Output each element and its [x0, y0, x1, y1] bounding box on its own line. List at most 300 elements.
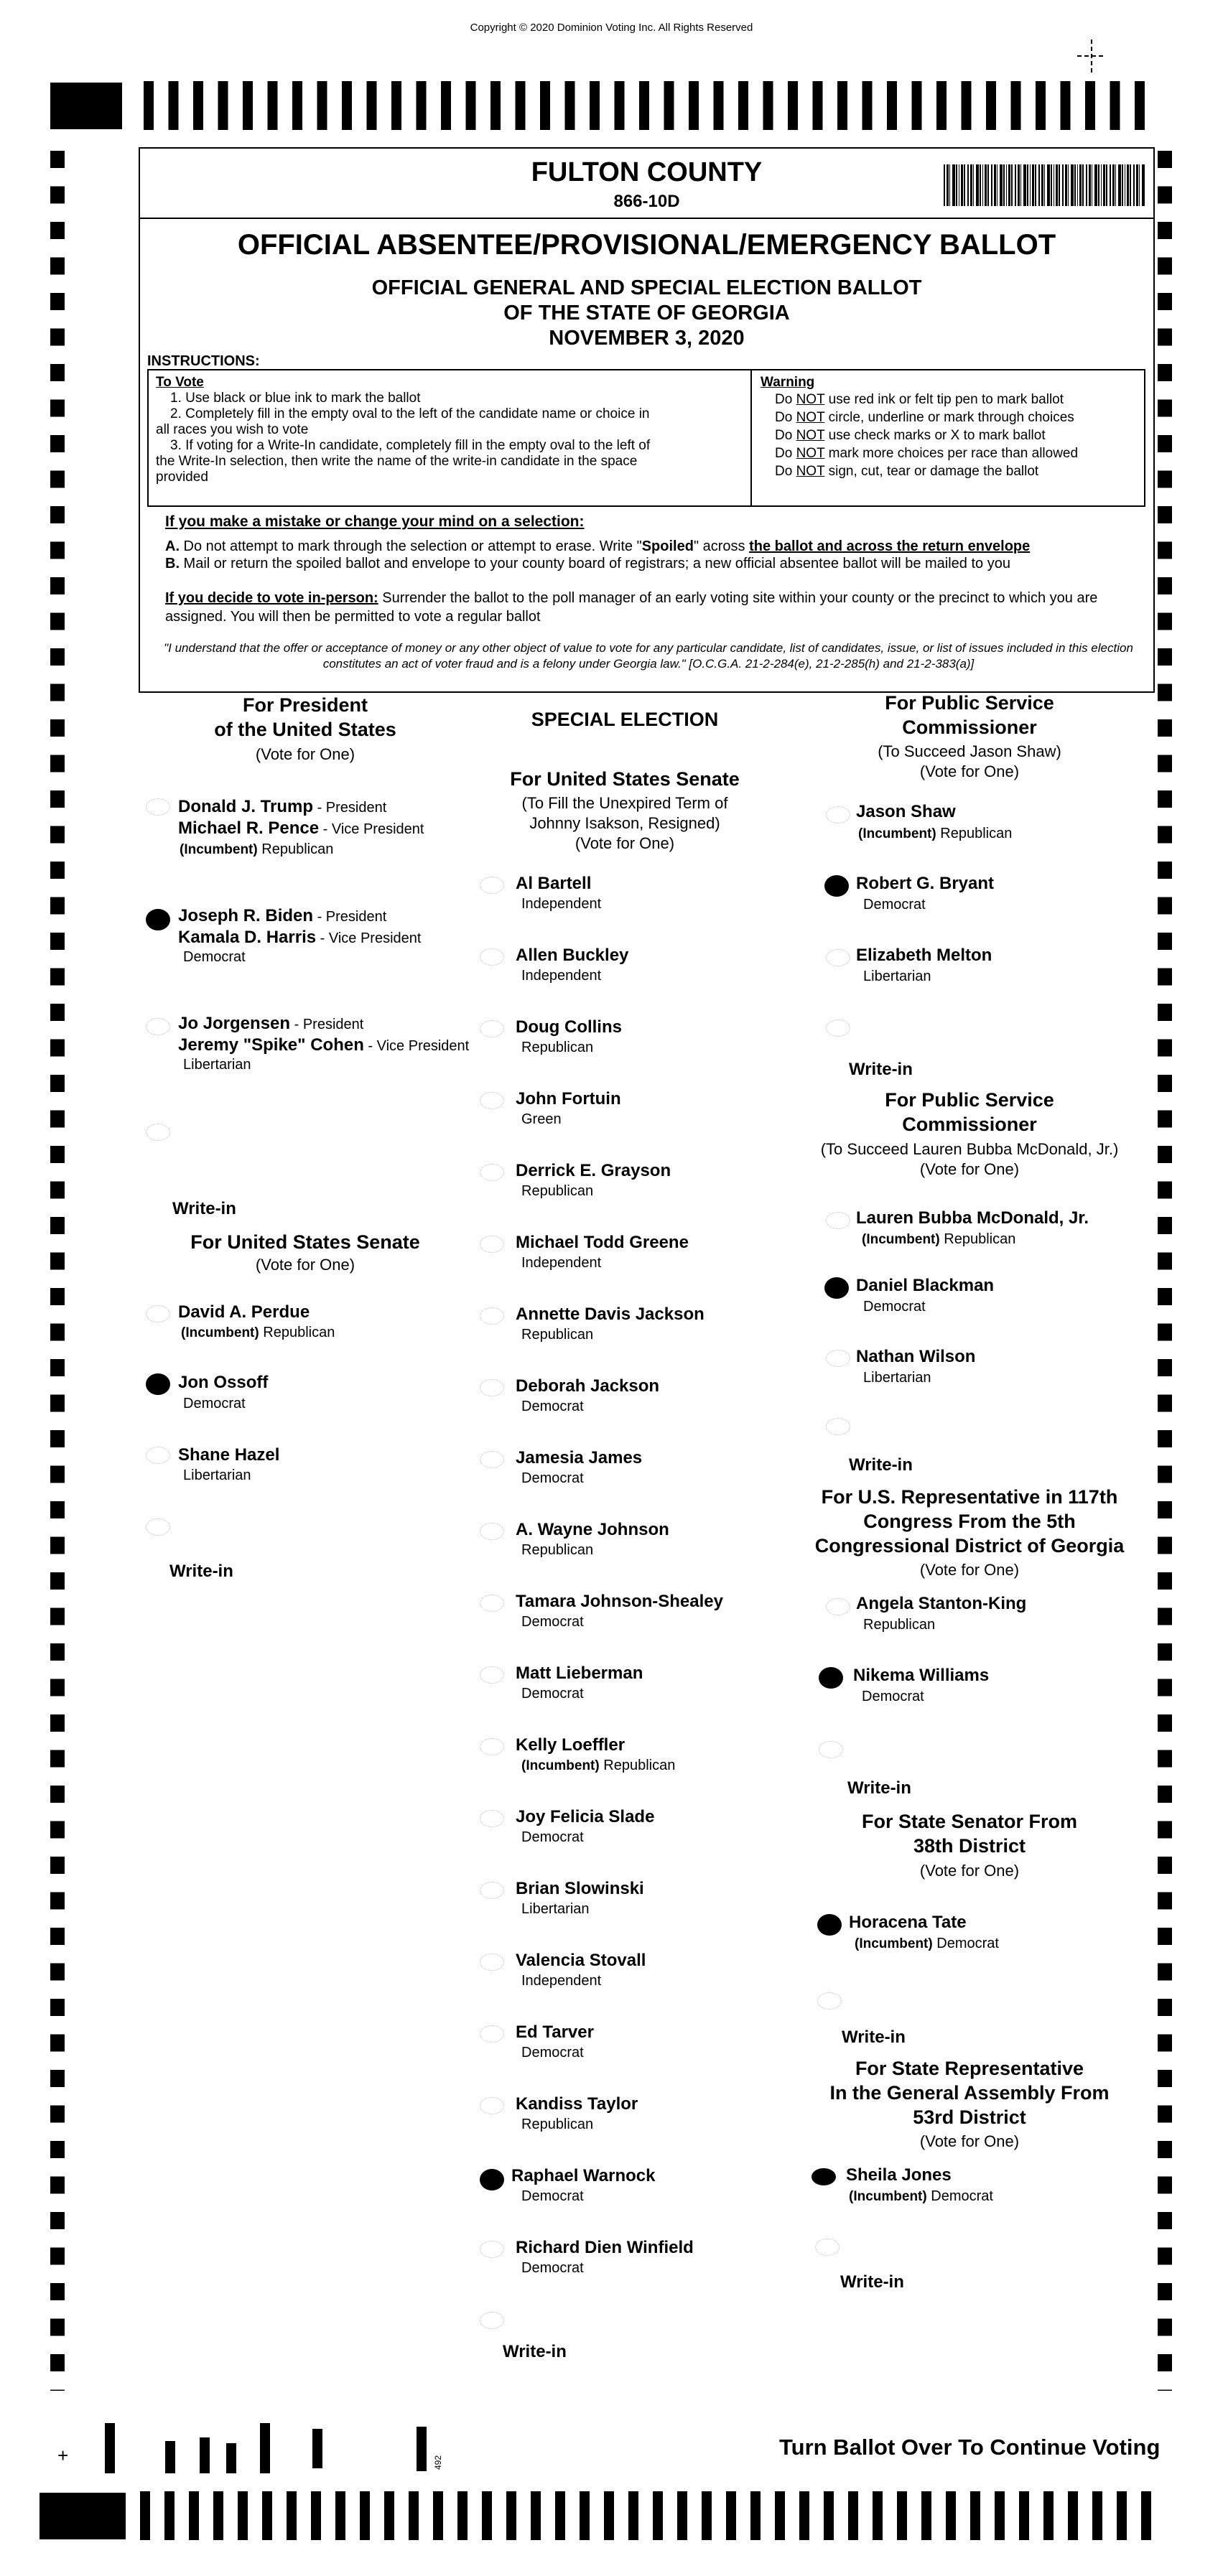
side-timing-mark	[1158, 1999, 1172, 2016]
special-option-oval[interactable]	[480, 1810, 504, 1827]
president-vote-for: (Vote for One)	[255, 745, 355, 763]
instructions-box	[147, 369, 1145, 507]
side-timing-mark	[1158, 897, 1172, 915]
special-option-oval[interactable]	[480, 1307, 504, 1325]
special-option-party: Independent	[521, 968, 602, 984]
special-option-name: Raphael Warnock	[511, 2166, 656, 2185]
to-vote-heading: To Vote	[156, 375, 204, 390]
barcode-bar	[1077, 164, 1078, 206]
side-timing-mark	[50, 684, 65, 701]
congress-vote-for: (Vote for One)	[919, 1561, 1020, 1579]
side-timing-mark	[50, 1288, 65, 1305]
timing-mark	[360, 2491, 370, 2540]
to-vote-step-1: 1. Use black or blue ink to mark the ballot	[170, 391, 421, 406]
special-option-party: Democrat	[521, 2188, 584, 2204]
timing-mark	[490, 81, 501, 130]
timing-mark	[287, 2491, 297, 2540]
side-timing-mark	[1158, 222, 1172, 239]
timing-mark	[213, 2491, 223, 2540]
side-timing-mark	[50, 969, 65, 986]
barcode-bar	[1023, 164, 1026, 206]
timing-mark	[218, 81, 228, 130]
special-option-oval[interactable]	[480, 1954, 504, 1971]
side-timing-mark	[1158, 1253, 1172, 1270]
barcode-bar	[1003, 164, 1005, 206]
special-option-oval[interactable]	[480, 1451, 504, 1468]
state-rep-option-jones-oval[interactable]	[812, 2168, 836, 2185]
psc2-option-mcdonald-name: Lauren Bubba McDonald, Jr.	[856, 1208, 1089, 1228]
barcode-bar	[967, 164, 969, 206]
special-option-party: Independent	[521, 1973, 602, 1989]
president-option-biden-vp: Kamala D. Harris - Vice President	[178, 928, 422, 947]
timing-mark	[342, 81, 352, 130]
barcode-bar	[1101, 164, 1102, 206]
special-option-name: Michael Todd Greene	[516, 1233, 689, 1252]
timing-mark	[189, 2491, 199, 2540]
timing-mark	[1011, 81, 1021, 130]
psc1-race-title: For Public Service Commissioner	[885, 692, 1054, 738]
stub-mark	[417, 2427, 427, 2471]
president-writein-label: Write-in	[172, 1199, 236, 1218]
stub-number: 492	[433, 2455, 443, 2470]
timing-mark	[604, 2491, 614, 2540]
stub-code-marks	[101, 2423, 460, 2477]
state-senate-option-tate-name: Horacena Tate	[849, 1913, 967, 1932]
side-timing-mark	[50, 1537, 65, 1554]
barcode-bar	[1103, 164, 1105, 206]
barcode-bar	[1038, 164, 1040, 206]
special-option-party: Independent	[521, 1255, 602, 1271]
side-timing-mark	[1158, 684, 1172, 701]
special-option-oval[interactable]	[480, 1164, 504, 1181]
side-timing-mark	[50, 1679, 65, 1697]
psc1-option-bryant-oval[interactable]	[824, 875, 849, 897]
senate-option-perdue-party: (Incumbent) Republican	[181, 1325, 335, 1340]
side-timing-mark	[50, 222, 65, 239]
timing-mark	[367, 81, 377, 130]
side-timing-mark	[50, 435, 65, 452]
president-option-trump-name: Donald J. Trump - President	[178, 797, 387, 816]
special-option-oval[interactable]	[480, 1595, 504, 1612]
timing-mark	[1019, 2491, 1029, 2540]
state-senate-option-tate-oval[interactable]	[817, 1914, 842, 1936]
timing-mark	[813, 81, 823, 130]
timing-marks-bottom	[39, 2484, 1167, 2542]
barcode-bar	[1000, 164, 1003, 206]
side-timing-mark	[1158, 790, 1172, 808]
psc1-option-shaw-name: Jason Shaw	[856, 802, 956, 821]
senate-option-hazel-oval[interactable]	[146, 1447, 170, 1464]
mistake-heading: If you make a mistake or change your mind on a selection:	[165, 513, 585, 530]
side-timing-mark	[50, 2070, 65, 2087]
side-timing-mark	[1158, 1146, 1172, 1163]
side-timing-mark	[50, 1999, 65, 2016]
timing-mark	[140, 2491, 150, 2540]
timing-mark	[664, 81, 674, 130]
side-timing-mark	[50, 2035, 65, 2052]
side-timing-mark	[50, 2354, 65, 2371]
special-option-name: Joy Felicia Slade	[516, 1807, 655, 1826]
senate-race-title: For United States Senate	[190, 1231, 420, 1253]
congress-race-title: For U.S. Representative in 117th Congress From the 5th Congressional District of Georgia	[814, 1486, 1125, 1557]
state-rep-writein-oval[interactable]	[815, 2239, 840, 2256]
psc1-option-shaw-oval[interactable]	[826, 806, 850, 823]
registration-plus-icon: +	[57, 2445, 69, 2466]
timing-marks-left	[50, 151, 66, 2391]
mistake-step-b: B. Mail or return the spoiled ballot and envelope to your county board of registrars; a new official absentee ballot will be mailed to you	[165, 556, 1010, 571]
side-timing-mark	[50, 755, 65, 773]
psc2-writein-oval[interactable]	[826, 1418, 850, 1435]
timing-mark	[946, 2491, 956, 2540]
timing-mark	[1085, 81, 1095, 130]
special-option-party: Democrat	[521, 1470, 584, 1486]
president-option-jorgensen-name: Jo Jorgensen - President	[178, 1014, 364, 1033]
stub-mark	[165, 2441, 175, 2473]
in-person-note: If you decide to vote in-person: Surrender the ballot to the poll manager of an early voting site within your county or the precinct to which you are assigned. You will then be permitted to vote a regular ballot	[165, 590, 1098, 625]
side-timing-mark	[1158, 2248, 1172, 2265]
special-option-oval[interactable]	[480, 1738, 504, 1755]
side-timing-mark	[50, 1572, 65, 1590]
special-option-oval[interactable]	[480, 1379, 504, 1396]
president-option-jorgensen-oval[interactable]	[146, 1018, 170, 1035]
senate-option-ossoff-party: Democrat	[183, 1396, 246, 1411]
barcode-bar	[1027, 164, 1028, 206]
side-timing-mark	[50, 542, 65, 559]
special-writein-oval[interactable]	[480, 2312, 504, 2329]
special-election-heading: SPECIAL ELECTION	[531, 709, 719, 730]
special-option-oval[interactable]	[480, 1666, 504, 1684]
timing-mark	[391, 81, 401, 130]
side-timing-mark	[50, 258, 65, 275]
barcode-bar	[949, 164, 950, 206]
senate-option-perdue-oval[interactable]	[146, 1305, 170, 1322]
registration-crosshair-icon	[1077, 36, 1106, 79]
side-timing-mark	[50, 1217, 65, 1234]
timing-mark	[433, 2491, 443, 2540]
side-timing-mark	[1158, 1359, 1172, 1376]
special-option-party: Democrat	[521, 1829, 584, 1845]
warning-heading: Warning	[761, 375, 815, 390]
side-timing-mark	[50, 1928, 65, 1945]
side-timing-mark	[1158, 151, 1172, 168]
psc2-option-mcdonald-oval[interactable]	[826, 1212, 850, 1229]
timing-mark	[837, 81, 847, 130]
barcode-bar	[1032, 164, 1034, 206]
side-timing-mark	[1158, 329, 1172, 346]
side-timing-mark	[50, 506, 65, 523]
side-timing-mark	[1158, 2070, 1172, 2087]
side-timing-mark	[50, 2177, 65, 2194]
special-option-party: Democrat	[521, 1614, 584, 1630]
barcode-bar	[1062, 164, 1064, 206]
timing-mark	[409, 2491, 419, 2540]
special-option-party: Libertarian	[521, 1901, 590, 1917]
barcode-bar	[1006, 164, 1007, 206]
barcode-bar	[1051, 164, 1052, 206]
side-timing-mark	[50, 471, 65, 488]
timing-mark	[580, 2491, 590, 2540]
barcode-bar	[1139, 164, 1140, 206]
side-timing-mark	[50, 1075, 65, 1092]
timing-mark	[912, 81, 922, 130]
timing-mark	[615, 81, 625, 130]
special-option-oval[interactable]	[480, 1236, 504, 1253]
barcode-bar	[1044, 164, 1045, 206]
timing-mark	[887, 81, 897, 130]
special-option-name: Valencia Stovall	[516, 1951, 646, 1970]
side-timing-mark	[1158, 1324, 1172, 1341]
side-timing-mark	[1158, 1288, 1172, 1305]
president-option-jorgensen-vp: Jeremy "Spike" Cohen - Vice President	[178, 1035, 470, 1055]
side-timing-mark	[1158, 1004, 1172, 1021]
congress-option-stanton-king-name: Angela Stanton-King	[856, 1594, 1027, 1613]
side-timing-mark	[1158, 2212, 1172, 2229]
state-senate-option-tate-party: (Incumbent) Democrat	[855, 1936, 999, 1951]
side-timing-mark	[50, 1182, 65, 1199]
special-option-oval[interactable]	[480, 2241, 504, 2258]
side-timing-mark	[50, 1004, 65, 1021]
side-timing-mark	[1158, 1182, 1172, 1199]
timing-mark-block	[50, 83, 122, 129]
psc1-option-melton-oval[interactable]	[826, 949, 850, 966]
congress-option-williams-party: Democrat	[862, 1689, 924, 1704]
timing-mark	[995, 2491, 1005, 2540]
psc2-race-title: For Public Service Commissioner	[885, 1089, 1054, 1135]
side-timing-mark	[1158, 755, 1172, 773]
congress-option-williams-oval[interactable]	[819, 1667, 843, 1689]
president-option-biden-party: Democrat	[183, 949, 246, 965]
side-timing-mark	[1158, 542, 1172, 559]
psc2-option-blackman-name: Daniel Blackman	[856, 1276, 995, 1295]
side-timing-mark	[50, 577, 65, 594]
timing-mark	[986, 81, 996, 130]
side-timing-mark	[1158, 648, 1172, 666]
timing-mark	[417, 81, 427, 130]
stub-mark	[200, 2437, 210, 2473]
barcode-bar	[1118, 164, 1121, 206]
timing-mark	[848, 2491, 858, 2540]
timing-mark	[317, 81, 327, 130]
side-timing-mark	[50, 1750, 65, 1768]
side-timing-mark	[1158, 1821, 1172, 1839]
psc2-subtitle: (To Succeed Lauren Bubba McDonald, Jr.) (Vote for One)	[820, 1140, 1119, 1178]
special-option-oval[interactable]	[480, 877, 504, 894]
barcode-bar	[956, 164, 957, 206]
timing-mark	[262, 2491, 272, 2540]
special-option-oval[interactable]	[480, 1523, 504, 1540]
stub-mark	[312, 2429, 322, 2468]
timing-mark	[689, 81, 699, 130]
special-option-party: Republican	[521, 2117, 594, 2132]
special-option-oval[interactable]	[480, 1092, 504, 1109]
side-timing-mark	[50, 1786, 65, 1803]
ballot-style-code: 866-10D	[613, 192, 680, 211]
timing-mark	[540, 81, 550, 130]
special-option-oval[interactable]	[480, 2097, 504, 2114]
side-timing-mark	[50, 187, 65, 204]
barcode-bar	[997, 164, 998, 206]
side-timing-mark	[50, 2319, 65, 2336]
timing-mark	[531, 2491, 541, 2540]
president-option-trump-oval[interactable]	[146, 798, 170, 816]
timing-mark	[628, 2491, 638, 2540]
side-timing-mark	[50, 1466, 65, 1483]
timing-mark	[516, 81, 526, 130]
to-vote-step-2: 2. Completely fill in the empty oval to the left of the candidate name or choice in	[170, 406, 650, 421]
barcode-bar	[1115, 164, 1116, 206]
state-rep-writein-label: Write-in	[840, 2272, 904, 2292]
timing-mark	[193, 81, 203, 130]
timing-mark	[506, 2491, 516, 2540]
side-timing-mark	[50, 1501, 65, 1518]
timing-mark	[1068, 2491, 1078, 2540]
barcode-bar	[1035, 164, 1036, 206]
barcode-bar	[1112, 164, 1115, 206]
side-timing-mark	[1158, 2141, 1172, 2158]
state-rep-option-jones-party: (Incumbent) Democrat	[849, 2188, 993, 2204]
special-option-party: Republican	[521, 1327, 594, 1343]
timing-mark	[144, 81, 154, 130]
psc2-option-wilson-oval[interactable]	[826, 1350, 850, 1367]
special-option-oval[interactable]	[480, 1882, 504, 1899]
side-timing-mark	[1158, 577, 1172, 594]
timing-marks-right	[1158, 151, 1173, 2391]
special-option-name: Jamesia James	[516, 1448, 643, 1467]
timing-mark	[921, 2491, 931, 2540]
side-timing-mark	[1158, 506, 1172, 523]
special-option-oval[interactable]	[480, 2169, 504, 2190]
stub-mark	[260, 2423, 270, 2473]
psc1-writein-oval[interactable]	[826, 1019, 850, 1037]
special-option-name: Deborah Jackson	[516, 1376, 660, 1396]
side-timing-mark	[50, 1395, 65, 1412]
side-timing-mark	[50, 329, 65, 346]
congress-writein-oval[interactable]	[819, 1741, 843, 1758]
stub-mark	[105, 2423, 115, 2473]
side-timing-mark	[1158, 1111, 1172, 1128]
mistake-step-a: A. Do not attempt to mark through the selection or attempt to erase. Write "Spoiled" across the ballot and across the return envelope	[165, 538, 1031, 554]
barcode-bar	[1068, 164, 1069, 206]
state-senate-writein-oval[interactable]	[817, 1992, 842, 2010]
to-vote-step-2-cont: all races you wish to vote	[156, 422, 309, 437]
senate-option-ossoff-oval[interactable]	[146, 1373, 170, 1395]
special-option-oval[interactable]	[480, 1020, 504, 1037]
to-vote-step-3: 3. If voting for a Write-In candidate, completely fill in the empty oval to the left of	[170, 438, 651, 453]
side-timing-mark	[50, 1893, 65, 1910]
side-timing-mark	[50, 790, 65, 808]
timing-mark	[1036, 81, 1046, 130]
psc2-option-wilson-name: Nathan Wilson	[856, 1347, 976, 1366]
barcode-bar	[964, 164, 965, 206]
barcode-bar	[970, 164, 972, 206]
timing-mark	[824, 2491, 834, 2540]
barcode-bar	[944, 164, 945, 206]
side-timing-mark	[50, 400, 65, 417]
to-vote-step-3-end: provided	[156, 470, 208, 485]
side-timing-mark	[1158, 2319, 1172, 2336]
timing-mark	[1135, 81, 1145, 130]
barcode-bar	[1122, 164, 1123, 206]
warning-line-1: Do NOT use red ink or felt tip pen to mark ballot	[775, 392, 1064, 407]
side-timing-mark	[1158, 969, 1172, 986]
timing-mark	[1141, 2491, 1151, 2540]
side-timing-mark	[1158, 1537, 1172, 1554]
stub-mark	[226, 2443, 236, 2473]
side-timing-mark	[1158, 719, 1172, 737]
barcode-bar	[1011, 164, 1013, 206]
special-option-party: Republican	[521, 1040, 594, 1055]
side-timing-mark	[50, 1359, 65, 1376]
copyright-notice: Copyright © 2020 Dominion Voting Inc. All Rights Reserved	[470, 22, 753, 34]
special-option-oval[interactable]	[480, 2025, 504, 2043]
timing-mark	[555, 2491, 565, 2540]
side-timing-mark	[50, 2283, 65, 2300]
barcode-bar	[1106, 164, 1107, 206]
barcode-bar	[1047, 164, 1050, 206]
senate-option-hazel-party: Libertarian	[183, 1467, 251, 1483]
barcode-bar	[1041, 164, 1043, 206]
timing-mark	[243, 81, 253, 130]
side-timing-mark	[1158, 435, 1172, 452]
side-timing-mark	[1158, 2106, 1172, 2123]
timing-mark	[1061, 81, 1071, 130]
side-timing-mark	[50, 1821, 65, 1839]
timing-mark	[873, 2491, 883, 2540]
side-timing-mark	[1158, 1964, 1172, 1981]
election-subtitle: OFFICIAL GENERAL AND SPECIAL ELECTION BALLOT	[371, 276, 922, 299]
psc1-option-melton-name: Elizabeth Melton	[856, 946, 992, 965]
warning-panel	[753, 370, 1145, 505]
side-timing-mark	[50, 1146, 65, 1163]
barcode-bar	[1136, 164, 1138, 206]
timing-mark	[639, 81, 649, 130]
senate-writein-oval[interactable]	[146, 1518, 170, 1536]
timing-mark	[702, 2491, 712, 2540]
side-timing-mark	[1158, 2177, 1172, 2194]
barcode-bar	[1127, 164, 1129, 206]
barcode-bar	[1065, 164, 1067, 206]
warning-line-5: Do NOT sign, cut, tear or damage the ballot	[775, 464, 1039, 479]
psc2-option-blackman-party: Democrat	[863, 1299, 926, 1315]
side-timing-mark	[50, 897, 65, 915]
side-timing-mark	[50, 2248, 65, 2265]
barcode-bar	[1142, 164, 1145, 206]
timing-mark	[936, 81, 947, 130]
state-rep-race-title: For State Representative In the General Assembly From 53rd District	[829, 2058, 1110, 2128]
side-timing-mark	[1158, 1714, 1172, 1732]
senate-writein-label: Write-in	[169, 1562, 233, 1581]
special-option-name: Brian Slowinski	[516, 1879, 644, 1898]
election-date: NOVEMBER 3, 2020	[549, 327, 745, 350]
state-rep-vote-for: (Vote for One)	[919, 2132, 1020, 2150]
psc1-option-bryant-name: Robert G. Bryant	[856, 874, 995, 893]
psc1-option-shaw-party: (Incumbent) Republican	[858, 826, 1013, 841]
president-option-biden-oval[interactable]	[146, 909, 170, 930]
timing-mark	[311, 2491, 321, 2540]
congress-option-stanton-king-oval[interactable]	[826, 1598, 850, 1615]
barcode-bar	[1071, 164, 1074, 206]
timing-mark	[466, 81, 476, 130]
barcode-bar	[1079, 164, 1082, 206]
psc2-option-blackman-oval[interactable]	[824, 1277, 849, 1299]
special-option-oval[interactable]	[480, 948, 504, 966]
psc1-writein-label: Write-in	[849, 1060, 913, 1079]
side-timing-mark	[50, 613, 65, 630]
president-writein-oval[interactable]	[146, 1124, 170, 1141]
side-timing-mark	[1158, 933, 1172, 950]
special-option-name: Ed Tarver	[516, 2022, 594, 2042]
special-option-name: Derrick E. Grayson	[516, 1161, 671, 1180]
